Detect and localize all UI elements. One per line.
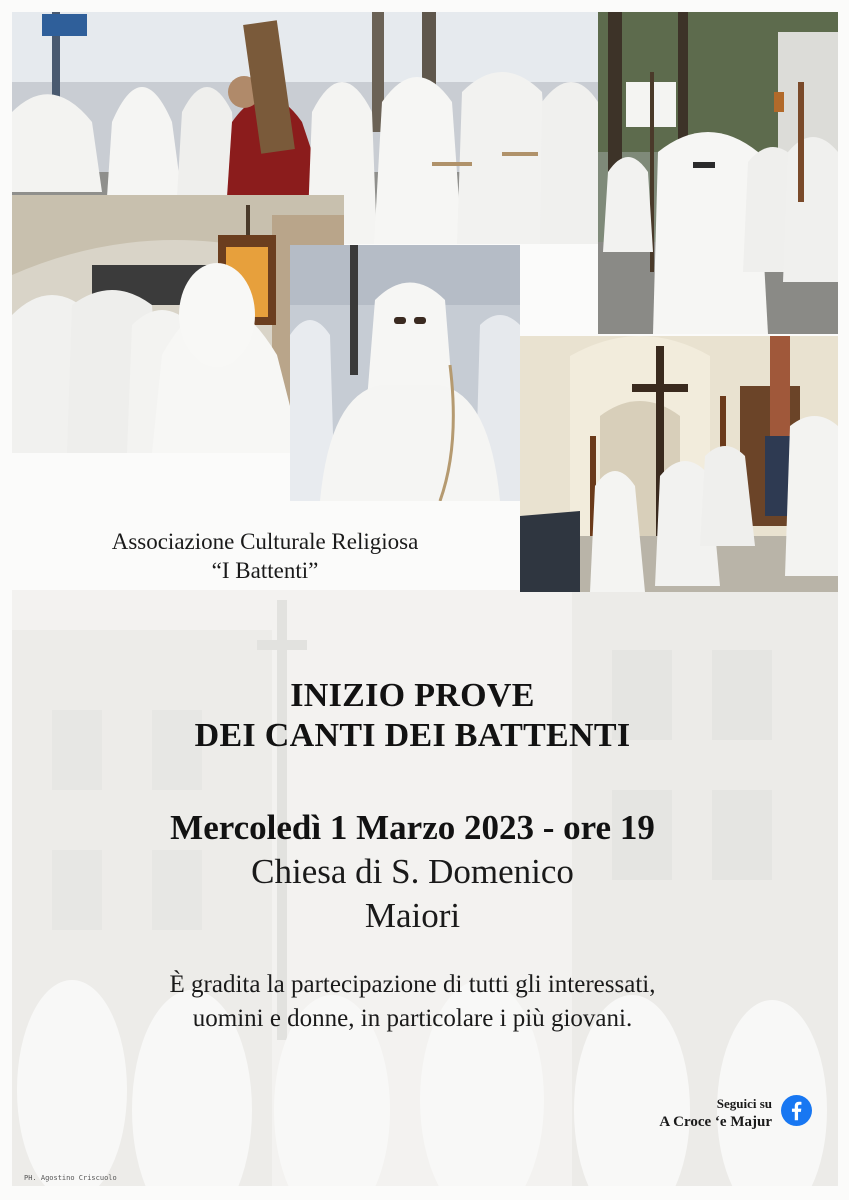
event-date-time: Mercoledì 1 Marzo 2023 - ore 19 — [170, 808, 655, 847]
facebook-page-name[interactable]: A Croce ‘e Majur — [659, 1114, 772, 1130]
photo-credit: PH. Agostino Criscuolo — [24, 1174, 117, 1182]
event-location — [60, 850, 765, 938]
invitation-line-1: È gradita la partecipazione di tutti gli interessati, — [169, 971, 656, 998]
procession-photo-church-crucifix — [520, 336, 838, 592]
association-name-line-2: “I Battenti” — [211, 558, 319, 583]
facebook-icon[interactable] — [781, 1095, 812, 1126]
association-name-line-1: Associazione Culturale Religiosa — [111, 529, 419, 554]
event-town: Maiori — [364, 896, 461, 935]
follow-label: Seguici su — [716, 1096, 772, 1111]
invitation-text — [60, 968, 765, 1036]
event-venue: Chiesa di S. Domenico — [251, 852, 574, 891]
association-name — [70, 527, 460, 585]
procession-photo-hooded-figure — [290, 245, 520, 501]
social-follow[interactable] — [600, 1095, 772, 1131]
invitation-line-2: uomini e donne, in particolare i più giovani. — [192, 1005, 633, 1032]
event-headline-line-2: DEI CANTI DEI BATTENTI — [194, 717, 631, 754]
event-headline — [60, 676, 765, 756]
event-headline-line-1: INIZIO PROVE — [290, 677, 535, 714]
procession-photo-avenue — [598, 12, 838, 334]
